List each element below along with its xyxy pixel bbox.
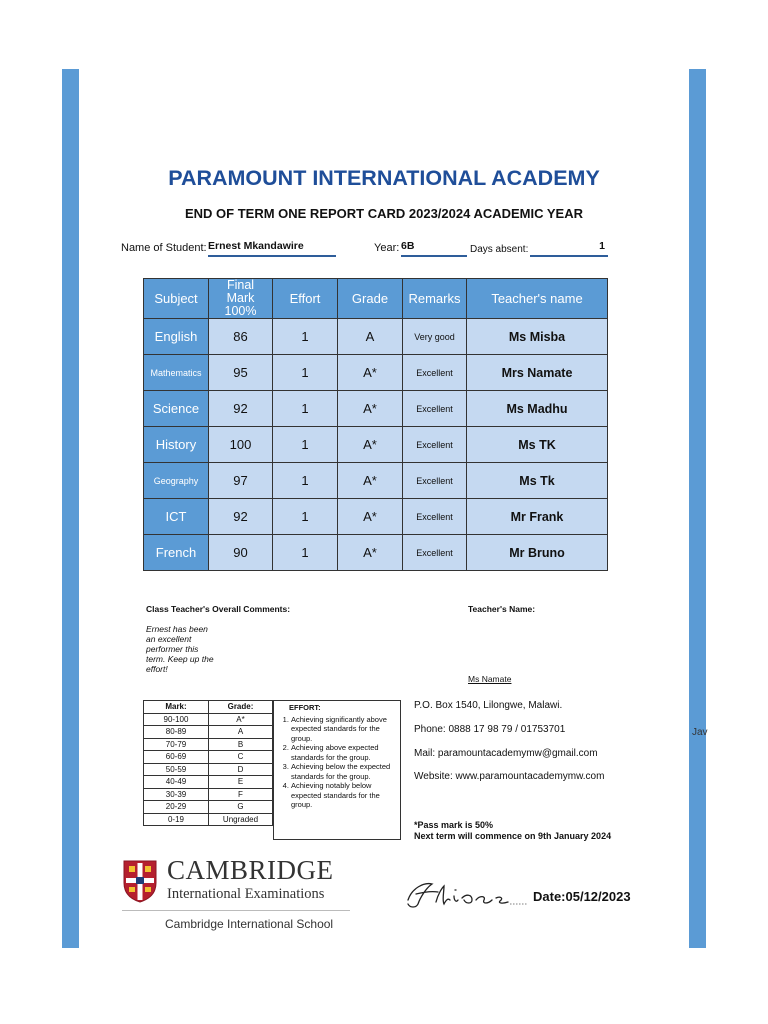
header-grade: Grade: [338, 279, 403, 319]
header-teacher: Teacher's name: [467, 279, 608, 319]
next-term-notice: Next term will commence on 9th January 2024: [414, 831, 612, 841]
remarks-cell: Excellent: [403, 499, 467, 535]
subject-cell: French: [144, 535, 209, 571]
cambridge-crest-icon: [122, 859, 158, 903]
days-absent-value: 1: [530, 240, 608, 257]
contact-address: P.O. Box 1540, Lilongwe, Malawi.: [414, 700, 563, 711]
year-value: 6B: [401, 240, 467, 257]
grade-value: A*: [209, 713, 273, 726]
grade-scale-row: [144, 713, 273, 726]
left-border-bar: [62, 69, 79, 948]
comments-heading: Class Teacher's Overall Comments:: [146, 604, 291, 614]
table-row: [144, 427, 608, 463]
grade-scale-row: [144, 801, 273, 814]
mark-cell: 90: [209, 535, 273, 571]
effort-cell: 1: [273, 499, 338, 535]
cambridge-logo-name: CAMBRIDGE: [167, 855, 334, 885]
logo-divider: [122, 910, 350, 911]
teacher-cell: Mrs Namate: [467, 355, 608, 391]
effort-list: [277, 715, 397, 810]
header-remarks: Remarks: [403, 279, 467, 319]
mark-range: 30-39: [144, 788, 209, 801]
mark-range: 20-29: [144, 801, 209, 814]
cambridge-logo-subtitle: International Examinations: [167, 886, 325, 902]
signature-image: [402, 878, 530, 910]
grade-scale-row: [144, 788, 273, 801]
mark-range: 80-89: [144, 726, 209, 739]
remarks-cell: Excellent: [403, 391, 467, 427]
subject-cell: History: [144, 427, 209, 463]
remarks-cell: Excellent: [403, 535, 467, 571]
comments-text: Ernest has been an excellent performer this term. Keep up the effort!: [146, 624, 214, 674]
header-final-mark: [209, 279, 273, 319]
grade-scale-row: [144, 751, 273, 764]
effort-item: 2. Achieving above expected standards for the group.: [291, 743, 397, 762]
effort-key: [273, 700, 401, 840]
grade-scale-row: [144, 738, 273, 751]
grade-scale-row: [144, 726, 273, 739]
grade-value: F: [209, 788, 273, 801]
remarks-cell: Excellent: [403, 355, 467, 391]
mark-cell: 97: [209, 463, 273, 499]
grade-cell: A*: [338, 355, 403, 391]
table-row: [144, 355, 608, 391]
mark-range: 50-59: [144, 763, 209, 776]
effort-item: 4. Achieving notably below expected standards for the group.: [291, 781, 397, 810]
student-name-value: Ernest Mkandawire: [208, 240, 336, 257]
remarks-cell: Very good: [403, 319, 467, 355]
mark-range: 90-100: [144, 713, 209, 726]
grade-cell: A*: [338, 391, 403, 427]
report-header-row: [144, 279, 608, 319]
effort-item: 1. Achieving significantly above expected standards for the group.: [291, 715, 397, 744]
table-row: [144, 499, 608, 535]
remarks-cell: Excellent: [403, 463, 467, 499]
subject-cell: Geography: [144, 463, 209, 499]
header-final-mark-line3: 100%: [224, 304, 257, 318]
effort-cell: 1: [273, 427, 338, 463]
mark-range: 60-69: [144, 751, 209, 764]
remarks-cell: Excellent: [403, 427, 467, 463]
teacher-name-heading: Teacher's Name:: [468, 604, 536, 614]
teacher-cell: Mr Bruno: [467, 535, 608, 571]
teacher-cell: Mr Frank: [467, 499, 608, 535]
school-title: PARAMOUNT INTERNATIONAL ACADEMY: [168, 166, 600, 190]
teacher-cell: Ms Misba: [467, 319, 608, 355]
mark-cell: 86: [209, 319, 273, 355]
effort-cell: 1: [273, 535, 338, 571]
mark-cell: 95: [209, 355, 273, 391]
right-border-bar: [689, 69, 706, 948]
mark-header: Mark:: [144, 701, 209, 714]
grade-header: Grade:: [209, 701, 273, 714]
grade-scale-row: [144, 763, 273, 776]
mark-cell: 100: [209, 427, 273, 463]
effort-cell: 1: [273, 355, 338, 391]
days-absent-label: Days absent:: [470, 244, 529, 255]
header-final-mark-line2: Mark: [226, 291, 255, 305]
teacher-cell: Ms Madhu: [467, 391, 608, 427]
teacher-cell: Ms TK: [467, 427, 608, 463]
table-row: [144, 463, 608, 499]
grade-value: G: [209, 801, 273, 814]
report-table: [143, 278, 608, 571]
clipped-side-text: Jav: [692, 727, 708, 738]
table-row: [144, 535, 608, 571]
grade-cell: A*: [338, 499, 403, 535]
subject-cell: English: [144, 319, 209, 355]
cambridge-school-label: Cambridge International School: [165, 917, 334, 931]
grade-value: E: [209, 776, 273, 789]
mark-range: 70-79: [144, 738, 209, 751]
grade-cell: A: [338, 319, 403, 355]
year-label: Year:: [374, 242, 400, 254]
mark-range: 40-49: [144, 776, 209, 789]
grade-scale-header-row: [144, 701, 273, 714]
effort-cell: 1: [273, 319, 338, 355]
grade-cell: A*: [338, 535, 403, 571]
subject-cell: Science: [144, 391, 209, 427]
grade-scale-table: [143, 700, 273, 826]
effort-cell: 1: [273, 391, 338, 427]
grade-value: Ungraded: [209, 813, 273, 826]
grade-value: A: [209, 726, 273, 739]
student-name-label: Name of Student:: [121, 242, 207, 254]
contact-phone: Phone: 0888 17 98 79 / 01753701: [414, 724, 566, 735]
grade-value: D: [209, 763, 273, 776]
grade-value: B: [209, 738, 273, 751]
subject-cell: ICT: [144, 499, 209, 535]
mark-range: 0-19: [144, 813, 209, 826]
header-final-mark-line1: Final: [226, 278, 255, 292]
effort-cell: 1: [273, 463, 338, 499]
grade-cell: A*: [338, 427, 403, 463]
contact-mail: Mail: paramountacademymw@gmail.com: [414, 748, 598, 759]
header-effort: Effort: [273, 279, 338, 319]
report-date: Date:05/12/2023: [533, 889, 631, 904]
pass-mark-notice: *Pass mark is 50%: [414, 820, 494, 830]
table-row: [144, 319, 608, 355]
header-subject: Subject: [144, 279, 209, 319]
effort-heading: EFFORT:: [289, 703, 321, 712]
grade-value: C: [209, 751, 273, 764]
table-row: [144, 391, 608, 427]
grade-cell: A*: [338, 463, 403, 499]
effort-item: 3. Achieving below the expected standards for the group.: [291, 762, 397, 781]
grade-scale-row: [144, 813, 273, 826]
contact-website: Website: www.paramountacademymw.com: [414, 771, 605, 782]
grade-scale-row: [144, 776, 273, 789]
mark-cell: 92: [209, 499, 273, 535]
teacher-cell: Ms Tk: [467, 463, 608, 499]
subject-cell: Mathematics: [144, 355, 209, 391]
teacher-name-value: Ms Namate: [468, 674, 512, 684]
report-subtitle: END OF TERM ONE REPORT CARD 2023/2024 ACADEMIC YEAR: [184, 206, 584, 221]
mark-cell: 92: [209, 391, 273, 427]
